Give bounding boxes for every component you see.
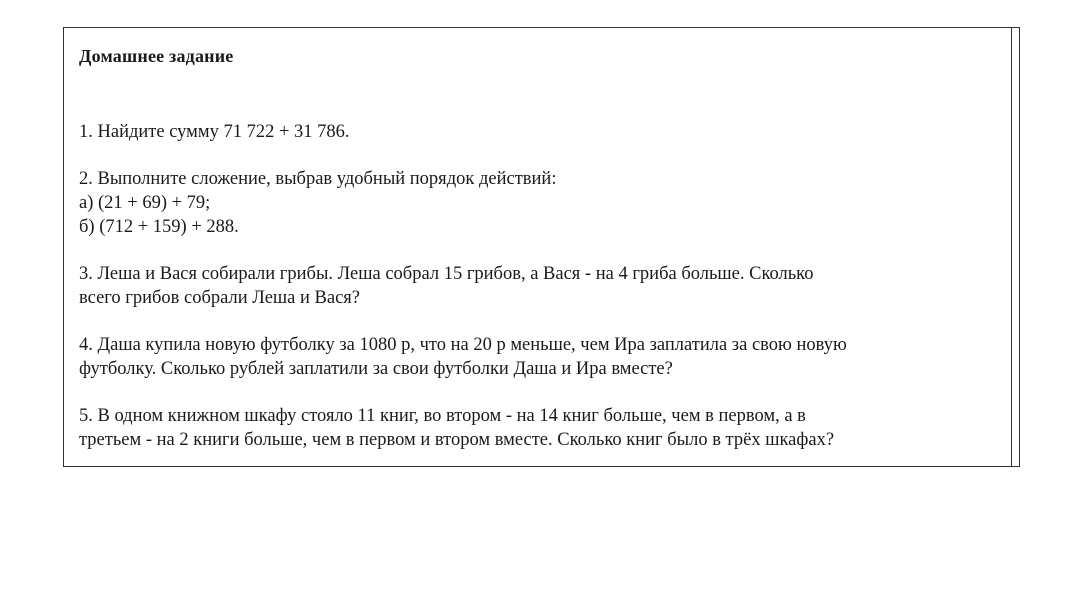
task-2 xyxy=(79,167,1009,239)
task-2-line-2: а) (21 + 69) + 79; xyxy=(79,193,211,213)
task-3-line-2: всего грибов собрали Леша и Вася? xyxy=(79,288,361,308)
task-3 xyxy=(79,262,1009,310)
frame-double-line xyxy=(1011,28,1012,466)
page-title: Домашнее задание xyxy=(79,46,234,66)
task-2-line-1: 2. Выполните сложение, выбрав удобный порядок действий: xyxy=(79,169,557,189)
task-1 xyxy=(79,120,1009,144)
task-4-line-2: футболку. Сколько рублей заплатили за свои футболки Даша и Ира вместе? xyxy=(79,359,673,379)
task-4 xyxy=(79,333,1009,381)
task-5 xyxy=(79,404,1009,452)
task-2-line-3: б) (712 + 159) + 288. xyxy=(79,217,239,237)
task-1-line-1: 1. Найдите сумму 71 722 + 31 786. xyxy=(79,122,350,142)
header-cell xyxy=(64,28,1010,86)
task-3-line-1: 3. Леша и Вася собирали грибы. Леша собрал 15 грибов, а Вася - на 4 гриба больше. Сколько xyxy=(79,264,814,284)
task-4-line-1: 4. Даша купила новую футболку за 1080 р, что на 20 р меньше, чем Ира заплатила за свою новую xyxy=(79,335,847,355)
task-5-line-1: 5. В одном книжном шкафу стояло 11 книг, во втором - на 14 книг больше, чем в первом, а в xyxy=(79,406,806,426)
task-5-line-2: третьем - на 2 книги больше, чем в первом и втором вместе. Сколько книг было в трёх шкафах? xyxy=(79,430,835,450)
homework-sheet xyxy=(63,27,1020,467)
tasks-list xyxy=(79,120,1009,475)
